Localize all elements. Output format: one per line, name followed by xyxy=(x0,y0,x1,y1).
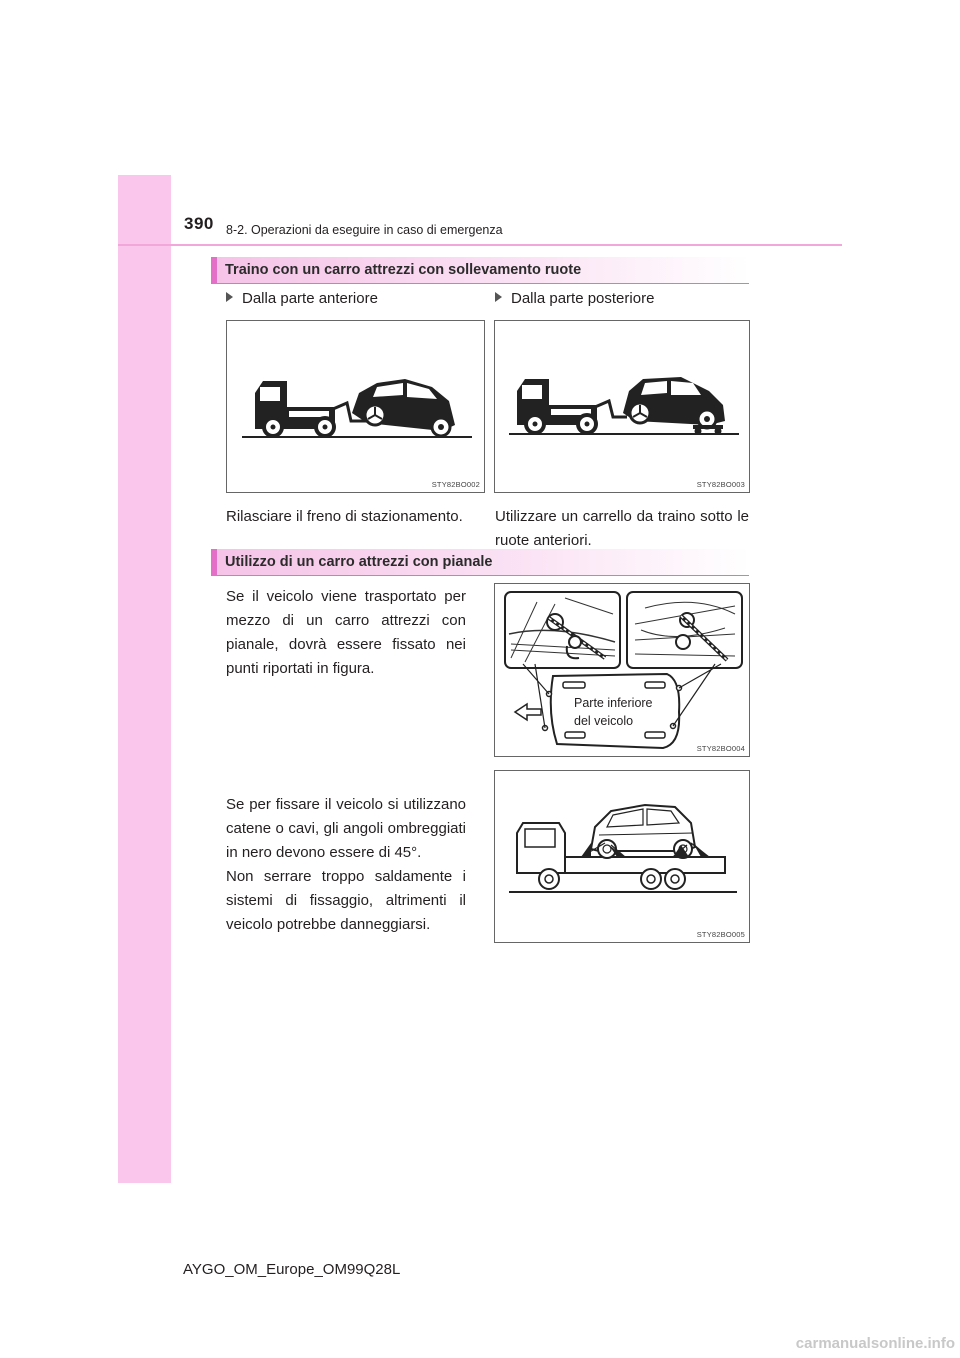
figure-flatbed-truck xyxy=(494,770,750,943)
triangle-bullet-icon xyxy=(226,292,233,302)
triangle-bullet-icon xyxy=(495,292,502,302)
figure-label-underbody xyxy=(574,694,653,730)
figure-tow-rear xyxy=(494,320,750,493)
paragraph-chains-angle: Se per fissare il veicolo si utilizzano catene o cavi, gli angoli ombreggiati in nero devono essere di 45°. xyxy=(226,796,466,861)
figure-tie-down-points xyxy=(494,583,750,757)
heading-flatbed-text: Utilizzo di un carro attrezzi con pianale xyxy=(225,554,493,570)
watermark: carmanualsonline.info xyxy=(795,1335,955,1352)
bullet-rear xyxy=(495,290,654,307)
tow-truck-rear-illustration xyxy=(495,321,749,492)
figure-label-line-2: del veicolo xyxy=(574,714,634,728)
figure-tow-front xyxy=(226,320,485,493)
figure-label-line-1: Parte inferiore xyxy=(574,696,653,710)
header-rule xyxy=(118,244,842,246)
heading-wheel-lift xyxy=(211,257,749,284)
caption-rear: Utilizzare un carrello da traino sotto le ruote anteriori. xyxy=(495,508,749,549)
figure-code: STY82BO005 xyxy=(696,930,745,939)
heading-flatbed xyxy=(211,549,749,576)
figure-code: STY82BO002 xyxy=(431,480,480,489)
bullet-front xyxy=(226,290,378,307)
footer-doc-code: AYGO_OM_Europe_OM99Q28L xyxy=(183,1261,401,1278)
tie-down-points-illustration xyxy=(495,584,749,756)
tow-truck-front-illustration xyxy=(227,321,484,492)
bullet-rear-text: Dalla parte posteriore xyxy=(511,290,655,307)
paragraph-flatbed-intro: Se il veicolo viene trasportato per mezzo di un carro attrezzi con pianale, dovrà essere fissato nei punti riportati in figura. xyxy=(226,588,466,677)
heading-wheel-lift-text: Traino con un carro attrezzi con sollevamento ruote xyxy=(225,262,582,278)
figure-code: STY82BO004 xyxy=(696,744,745,753)
bullet-front-text: Dalla parte anteriore xyxy=(242,290,378,307)
figure-code: STY82BO003 xyxy=(696,480,745,489)
page-number: 390 xyxy=(184,214,214,233)
section-title: 8-2. Operazioni da eseguire in caso di emergenza xyxy=(226,223,503,237)
side-strip xyxy=(118,175,171,1183)
caption-front: Rilasciare il freno di stazionamento. xyxy=(226,508,463,525)
paragraph-tie-down-warning: Non serrare troppo saldamente i sistemi di fissaggio, altrimenti il veicolo potrebbe danneggiarsi. xyxy=(226,868,466,933)
flatbed-truck-illustration xyxy=(495,771,749,942)
